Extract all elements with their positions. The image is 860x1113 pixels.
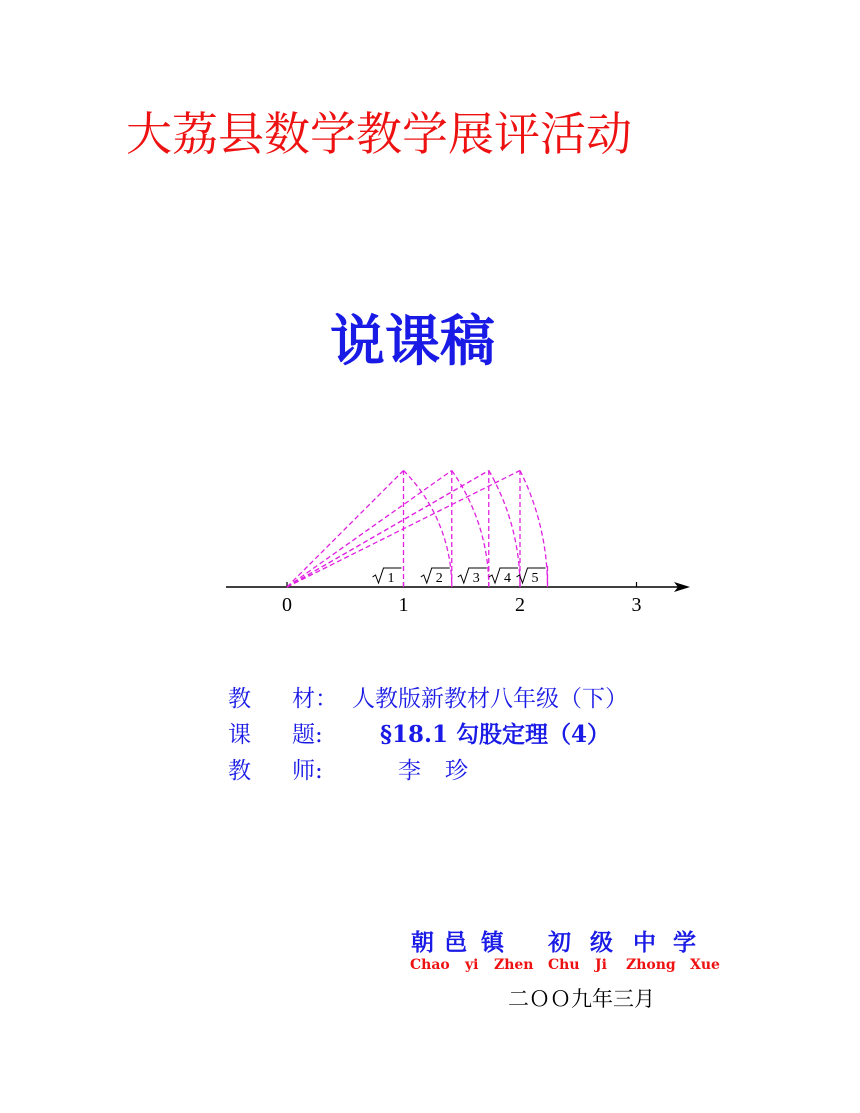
number-line-figure [220, 455, 700, 630]
sqrt-label: 5 [531, 571, 539, 586]
pinyin-word: Zhen [494, 957, 534, 973]
axis-tick-label: 0 [282, 594, 292, 616]
pinyin-word: Chao [410, 957, 450, 973]
school-char: 中 [633, 930, 656, 956]
axis-tick-label: 1 [398, 594, 409, 616]
topic-label-2: 题: [292, 722, 323, 748]
hypotenuse-line [287, 471, 452, 588]
main-title: 大荔县数学教学展评活动 [126, 107, 632, 161]
pinyin-word: Zhong [626, 957, 676, 973]
hypotenuse-line [287, 471, 489, 588]
topic-value: §18.1 勾股定理（4） [380, 721, 611, 748]
sqrt-label: 2 [435, 571, 443, 586]
pinyin-word: Xue [690, 957, 720, 973]
teacher-name: 李珍 [398, 758, 492, 784]
axis-tick-label: 2 [515, 594, 525, 616]
hypotenuse-line [287, 471, 404, 588]
sqrt-label: 1 [387, 571, 395, 586]
school-char: 邑 [444, 930, 467, 956]
school-char: 学 [673, 930, 696, 956]
material-label-2: 材： [292, 686, 338, 712]
material-value: 人教版新教材八年级（下） [352, 686, 628, 712]
construction-arc [452, 471, 489, 588]
material-label-1: 教 [228, 686, 251, 712]
school-char: 级 [590, 930, 613, 956]
pinyin-word: yi [465, 957, 479, 973]
school-char: 镇 [481, 930, 504, 956]
document-type-title: 说课稿 [330, 309, 496, 373]
topic-label-1: 课 [228, 722, 251, 748]
axis-tick-label: 3 [631, 594, 642, 616]
teacher-label-2: 师: [292, 758, 323, 784]
sqrt-label: 3 [472, 571, 480, 586]
pinyin-word: Chu [548, 957, 580, 973]
school-char: 朝 [411, 930, 434, 956]
construction-arc [489, 471, 520, 588]
pinyin-word: Ji [595, 957, 607, 973]
date-line: 二ＯＯ九年三月 [508, 987, 655, 1011]
school-char: 初 [548, 930, 571, 956]
construction-arc [520, 471, 548, 588]
sqrt-label: 4 [504, 571, 511, 586]
teacher-label-1: 教 [228, 758, 251, 784]
